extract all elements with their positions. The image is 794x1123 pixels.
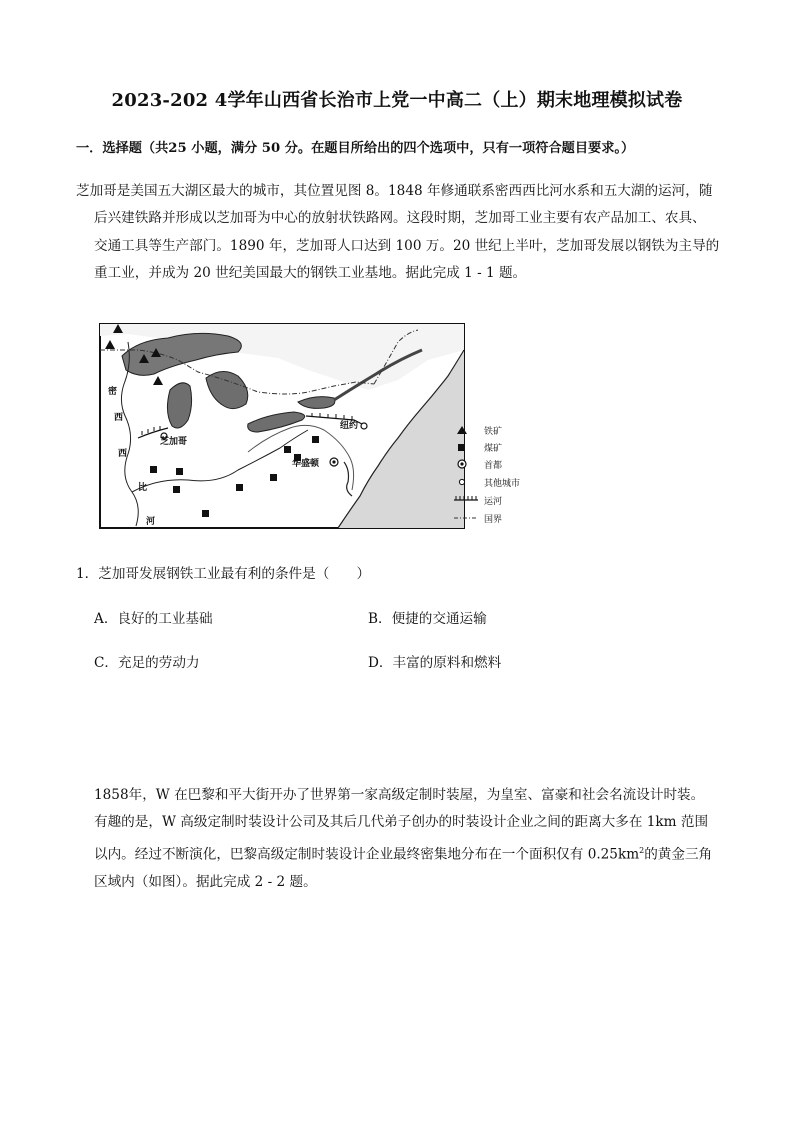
superscript-2: 2 — [639, 845, 645, 855]
passage-1-line: 交通工具等生产部门。1890 年，芝加哥人口达到 100 万。20 世纪上半叶，芝加哥发展以钢铁为主导的 — [94, 237, 720, 254]
legend-other-city: 其他城市 — [484, 479, 521, 489]
section-heading: 一．选择题（共25 小题，满分 50 分。在题目所给出的四个选项中，只有一项符合题目要求。） — [76, 141, 635, 156]
map-label-washington: 华盛顿 — [292, 459, 320, 469]
passage-2-line — [76, 837, 736, 869]
map-label-newyork: 纽约 — [340, 421, 359, 431]
legend-canal: 运河 — [484, 497, 503, 507]
passage-2 — [76, 782, 736, 896]
map-label-xi-2: 西 — [118, 449, 128, 459]
map-figure — [98, 320, 528, 532]
legend-coal: 煤矿 — [484, 444, 503, 454]
page-title: 2023-202 4学年山西省长治市上党一中高二（上）期末地理模拟试卷 — [111, 90, 683, 111]
passage-1-line: 重工业，并成为 20 世纪美国最大的钢铁工业基地。据此完成 1 - 1 题。 — [94, 265, 527, 282]
option-c[interactable]: C．充足的劳动力 — [94, 655, 200, 671]
passage-2-line: 1858年，W 在巴黎和平大街开办了世界第一家高级定制时装屋，为皇室、富豪和社会名流设计时装。 — [94, 787, 705, 803]
legend-border: 国界 — [484, 515, 503, 525]
passage-2-line: 有趣的是，W 高级定制时装设计公司及其后几代弟子创办的时装设计企业之间的距离大多在 1km 范围 — [94, 814, 709, 831]
passage-1-line: 芝加哥是美国五大湖区最大的城市，其位置见图 8。1848 年修通联系密西西比河水系和五大湖的运河，随 — [76, 183, 713, 199]
map-label-xi-1: 西 — [114, 413, 124, 423]
map-label-bi: 比 — [138, 483, 148, 493]
passage-2-line3-text: 以内。经过不断演化，巴黎高级定制时装设计企业最终密集地分布在一个面积仅有 0.25km — [94, 846, 640, 863]
legend-capital: 首都 — [484, 461, 503, 471]
new-york-marker — [361, 423, 367, 429]
map-label-chicago: 芝加哥 — [160, 437, 188, 447]
map-label-he: 河 — [146, 517, 156, 527]
option-b[interactable]: B．便捷的交通运输 — [368, 611, 487, 627]
passage-2-line: 区域内（如图）。据此完成 2 - 2 题。 — [94, 873, 317, 890]
passage-1 — [76, 178, 726, 288]
map-label-mi: 密 — [108, 387, 118, 397]
option-a[interactable]: A．良好的工业基础 — [94, 611, 213, 627]
passage-1-line: 后兴建铁路并形成以芝加哥为中心的放射状铁路网。这段时期，芝加哥工业主要有农产品加工、农具、 — [94, 210, 706, 227]
passage-2-line3-tail: 的黄金三角 — [644, 846, 713, 863]
question-1-stem: 1．芝加哥发展钢铁工业最有利的条件是（ ） — [76, 566, 371, 582]
option-d[interactable]: D．丰富的原料和燃料 — [368, 655, 502, 671]
legend-iron: 铁矿 — [484, 427, 503, 437]
